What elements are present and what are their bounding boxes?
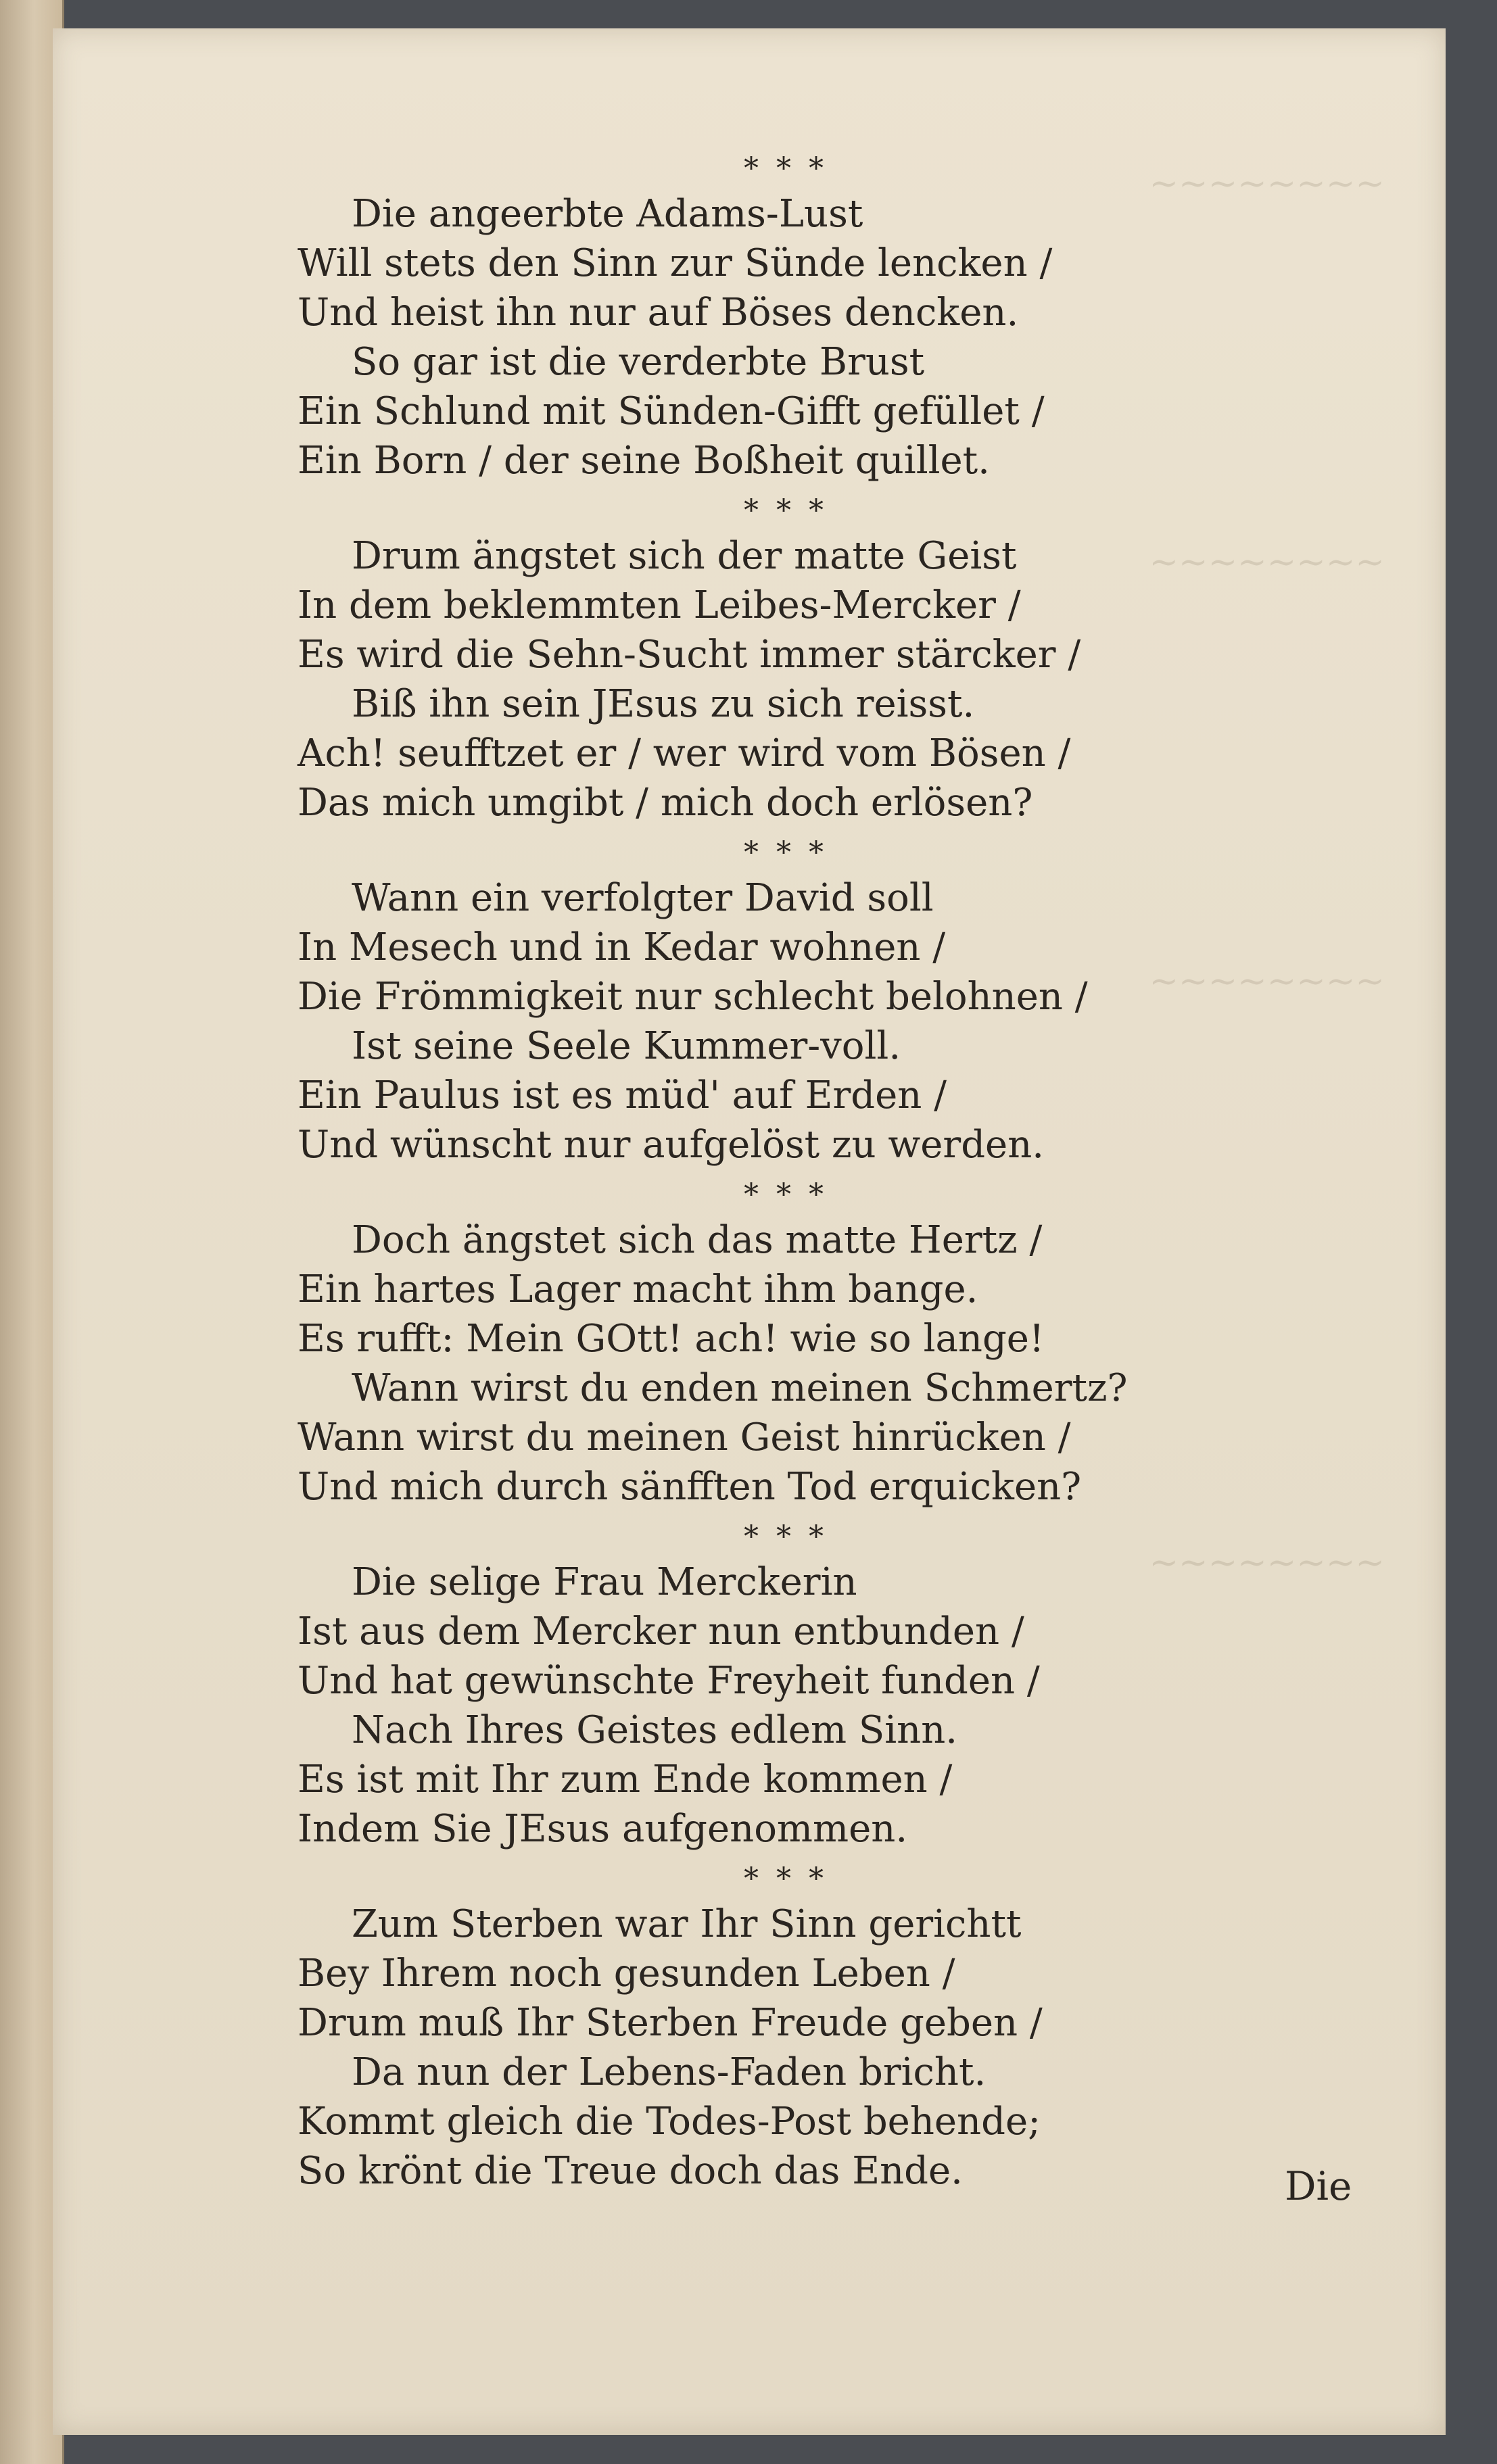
verse-line: Drum muß Ihr Sterben Freude geben / [298, 2001, 1043, 2045]
stanza [298, 1517, 1312, 1854]
verse-line: So krönt die Treue doch das Ende. [298, 2149, 963, 2193]
verse-line: Wann wirst du enden meinen Schmertz? [352, 1366, 1128, 1410]
verse-line: Ein hartes Lager macht ihm bange. [298, 1267, 978, 1311]
verse-line: Ein Schlund mit Sünden-Gifft gefüllet / [298, 389, 1045, 433]
verse-line: Wann ein verfolgter David soll [352, 876, 934, 920]
stanza-separator: * * * [744, 1520, 828, 1554]
verse-line: Die selige Frau Merckerin [352, 1560, 857, 1604]
verse-line: Ist seine Seele Kummer-voll. [352, 1024, 901, 1068]
catchword: Die [1285, 2163, 1352, 2209]
verse-line: Da nun der Lebens-Faden bricht. [352, 2050, 987, 2094]
verse-line: Wann wirst du meinen Geist hinrücken / [298, 1416, 1071, 1459]
stanza-separator: * * * [744, 1862, 828, 1896]
verse-line: Es ist mit Ihr zum Ende kommen / [298, 1758, 953, 1802]
verse-line: Die angeerbte Adams-Lust [352, 192, 863, 236]
verse-line: In Mesech und in Kedar wohnen / [298, 925, 946, 969]
verse-line: Doch ängstet sich das matte Hertz / [352, 1218, 1043, 1262]
poem [298, 149, 1312, 2201]
stanza [298, 1859, 1312, 2196]
verse-line: Biß ihn sein JEsus zu sich reisst. [352, 682, 975, 726]
verse-line: In dem beklemmten Leibes-Mercker / [298, 583, 1021, 627]
show-through-text: ~~~~~~~~ [1149, 961, 1385, 1002]
verse-line: Und heist ihn nur auf Böses dencken. [298, 291, 1019, 335]
verse-line: Und hat gewünschte Freyheit funden / [298, 1659, 1040, 1703]
verse-line: Und wünscht nur aufgelöst zu werden. [298, 1123, 1045, 1167]
verse-line: Will stets den Sinn zur Sünde lencken / [298, 241, 1053, 285]
show-through-text: ~~~~~~~~ [1149, 164, 1385, 204]
verse-line: Die Frömmigkeit nur schlecht belohnen / [298, 975, 1088, 1019]
verse-line: Ein Born / der seine Boßheit quillet. [298, 439, 990, 483]
show-through-text: ~~~~~~~~ [1149, 542, 1385, 583]
stanza-separator: * * * [744, 151, 828, 186]
verse-line: Nach Ihres Geistes edlem Sinn. [352, 1708, 958, 1752]
verse-line: Es wird die Sehn-Sucht immer stärcker / [298, 633, 1081, 677]
stanza-separator: * * * [744, 1178, 828, 1212]
verse-line: Indem Sie JEsus aufgenommen. [298, 1807, 908, 1851]
verse-line: Ach! seufftzet er / wer wird vom Bösen / [298, 731, 1071, 775]
verse-line: Es rufft: Mein GOtt! ach! wie so lange! [298, 1317, 1045, 1361]
verse-line: Das mich umgibt / mich doch erlösen? [298, 781, 1033, 825]
verse-line: Ist aus dem Mercker nun entbunden / [298, 1610, 1024, 1653]
stanza-separator: * * * [744, 493, 828, 528]
stanza-separator: * * * [744, 836, 828, 870]
verse-line: Ein Paulus ist es müd' auf Erden / [298, 1073, 947, 1117]
verse-line: Drum ängstet sich der matte Geist [352, 534, 1017, 578]
stanza [298, 149, 1312, 485]
verse-line: So gar ist die verderbte Brust [352, 340, 925, 384]
verse-line: Und mich durch sänfften Tod erquicken? [298, 1465, 1082, 1509]
verse-line: Bey Ihrem noch gesunden Leben / [298, 1952, 955, 1996]
verse-line: Kommt gleich die Todes-Post behende; [298, 2100, 1041, 2144]
stanza [298, 491, 1312, 827]
verse-line: Zum Sterben war Ihr Sinn gerichtt [352, 1902, 1022, 1946]
stanza [298, 833, 1312, 1169]
show-through-text: ~~~~~~~~ [1149, 1543, 1385, 1583]
stanza [298, 1175, 1312, 1512]
